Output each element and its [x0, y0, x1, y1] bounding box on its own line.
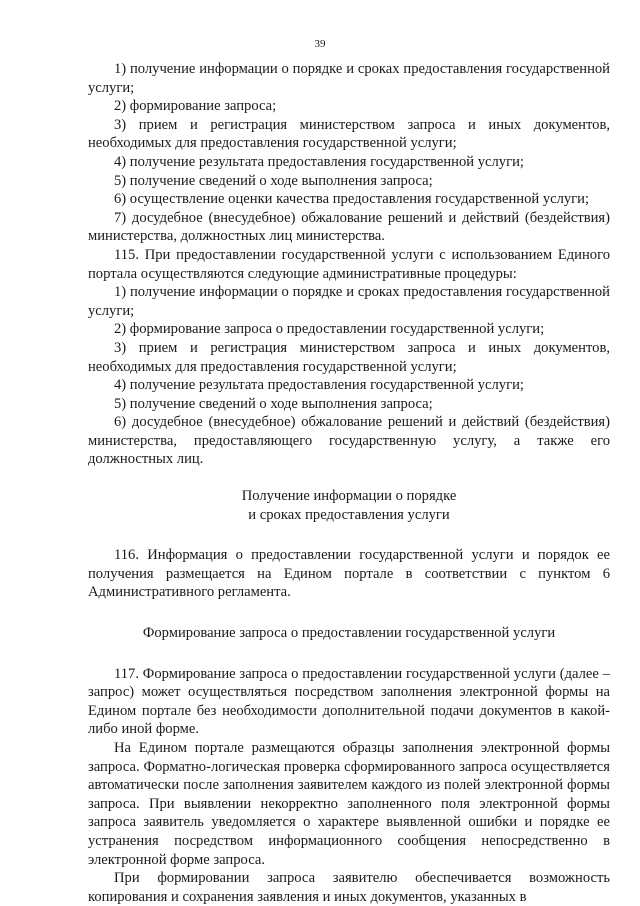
list-item: 4) получение результата предоставления государственной услуги;: [114, 377, 524, 394]
list-item: 6) осуществление оценки качества предоставления государственной услуги;: [114, 191, 590, 208]
spacer: [88, 643, 610, 665]
section-heading: Формирование запроса о предоставлении государственной услуги: [142, 625, 556, 642]
spacer: [88, 469, 610, 487]
list-item: 1) получение информации о порядке и сроках предоставления государственной услуги;: [88, 284, 610, 319]
paragraph-115: 115. При предоставлении государственной услуги с использованием Единого портала осуществляются следующие административные процедуры:: [88, 246, 610, 282]
list-item: 7) досудебное (внесудебное) обжалование решений и действий (бездействия) министерства, должностных лиц министерства.: [88, 209, 610, 245]
paragraph: На Едином портале размещаются образцы заполнения электронной формы запроса. Форматно-логическая проверка сформированного запроса осуществляется автоматически после заполнения заявителем каждого из полей электронной формы запроса. При выявлении некорректно заполненного поля электронной формы запроса заявитель уведомляется о характере выявленной ошибки и порядке ее устранения посредством информационного сообщения непосредственно в электронной форме запроса.: [88, 740, 610, 868]
paragraph-116: 116. Информация о предоставлении государственной услуги и порядок ее получения размещается на Едином портале в соответствии с пунктом 6 Административного регламента.: [88, 547, 610, 601]
list-item: 2) формирование запроса;: [114, 98, 277, 115]
spacer: [88, 602, 610, 624]
document-body: [88, 60, 610, 906]
spacer: [88, 524, 610, 546]
list-item: 1) получение информации о порядке и сроках предоставления государственной услуги;: [88, 61, 610, 96]
section-heading-line: Получение информации о порядке: [241, 488, 457, 505]
page-number: 39: [314, 38, 326, 50]
list-item: 2) формирование запроса о предоставлении государственной услуги;: [114, 321, 545, 338]
list-item: 3) прием и регистрация министерством запроса и иных документов, необходимых для предоставления государственной услуги;: [88, 339, 610, 375]
list-item: 5) получение сведений о ходе выполнения запроса;: [114, 172, 433, 189]
paragraph-117: 117. Формирование запроса о предоставлении государственной услуги (далее – запрос) может осуществляться посредством заполнения электронной формы на Едином портале без необходимости дополнительной подачи документов в какой-либо иной форме.: [88, 665, 610, 738]
list-item: 3) прием и регистрация министерством запроса и иных документов, необходимых для предоставления государственной услуги;: [88, 116, 610, 152]
list-item: 6) досудебное (внесудебное) обжалование решений и действий (бездействия) министерства, предоставляющего государственную услугу, а также его должностных лиц.: [88, 414, 610, 468]
list-item: 5) получение сведений о ходе выполнения запроса;: [114, 395, 433, 412]
section-heading-line: и сроках предоставления услуги: [248, 506, 450, 523]
paragraph: При формировании запроса заявителю обеспечивается возможность копирования и сохранения заявления и иных документов, указанных в: [88, 870, 610, 905]
list-item: 4) получение результата предоставления государственной услуги;: [114, 153, 524, 170]
